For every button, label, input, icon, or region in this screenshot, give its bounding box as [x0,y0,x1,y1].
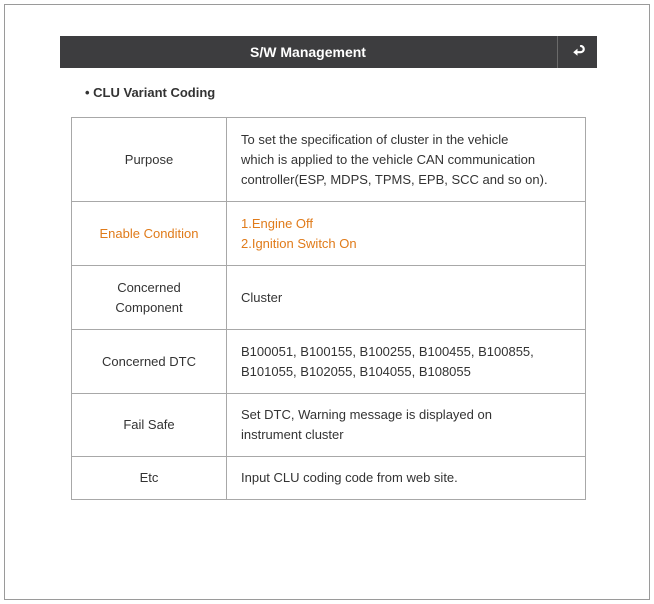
row-label [72,266,227,330]
table-row-fail-safe [72,394,586,457]
row-value [227,202,586,266]
row-label-text: Fail Safe [123,417,175,432]
row-label [72,457,227,500]
row-label [72,118,227,202]
row-value-line: controller(ESP, MDPS, TPMS, EPB, SCC and so on). [241,171,548,187]
section-heading: • CLU Variant Coding [85,85,216,100]
table-row-concerned-component [72,266,586,330]
title-bar [60,36,597,68]
row-label-text: Enable Condition [99,225,199,241]
table-row-concerned-dtc [72,330,586,394]
row-value-line: Set DTC, Warning message is displayed on [241,407,492,422]
row-label [72,330,227,394]
row-value [227,330,586,394]
table-row-purpose [72,118,586,202]
page-title: S/W Management [250,44,366,60]
row-value [227,457,586,500]
row-label [72,394,227,457]
row-value-line: To set the specification of cluster in the vehicle [241,131,509,147]
row-value-line: instrument cluster [241,427,344,442]
row-label-text: Concerned DTC [102,353,196,369]
back-button[interactable] [557,36,597,68]
row-label-text: Purpose [124,151,174,167]
table-row-etc [72,457,586,500]
row-label-text: Etc [139,470,159,485]
row-value-line: B101055, B102055, B104055, B108055 [241,363,471,379]
row-value-line: B100051, B100155, B100255, B100455, B100855, [241,343,534,359]
info-table [71,117,586,500]
row-value-line: 1.Engine Off [241,215,314,231]
row-value-line: Input CLU coding code from web site. [241,470,458,485]
row-value [227,394,586,457]
row-value [227,118,586,202]
row-label-text: Concerned [117,279,181,295]
row-value-line: 2.Ignition Switch On [241,235,357,251]
return-arrow-icon [570,45,586,59]
row-label [72,202,227,266]
row-label-text: Component [115,299,183,315]
row-value-line: which is applied to the vehicle CAN communication [241,151,536,167]
table-row-enable-condition [72,202,586,266]
row-value-line: Cluster [241,289,283,305]
row-value [227,266,586,330]
